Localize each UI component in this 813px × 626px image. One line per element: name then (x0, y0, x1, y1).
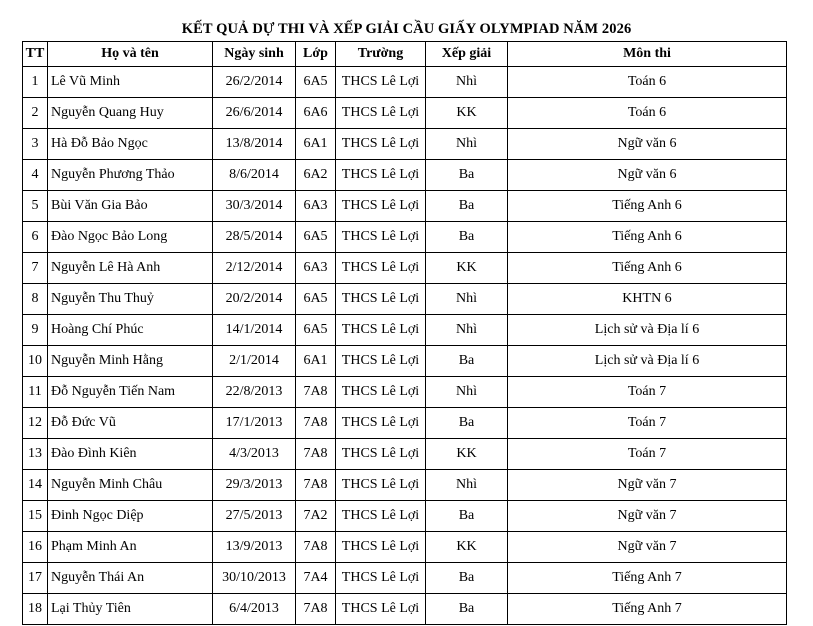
header-subject: Môn thi (508, 42, 787, 67)
cell-award: Nhì (426, 315, 508, 346)
cell-dob: 2/12/2014 (213, 253, 296, 284)
cell-class: 6A1 (296, 129, 336, 160)
cell-class: 7A8 (296, 377, 336, 408)
cell-name: Nguyễn Thái An (48, 563, 213, 594)
cell-award: Nhì (426, 129, 508, 160)
cell-dob: 30/10/2013 (213, 563, 296, 594)
cell-dob: 30/3/2014 (213, 191, 296, 222)
cell-dob: 26/6/2014 (213, 98, 296, 129)
table-row (23, 470, 787, 501)
cell-class: 7A8 (296, 408, 336, 439)
cell-tt: 14 (23, 470, 48, 501)
header-award: Xếp giải (426, 42, 508, 67)
cell-tt: 8 (23, 284, 48, 315)
cell-name: Đỗ Nguyễn Tiến Nam (48, 377, 213, 408)
cell-dob: 29/3/2013 (213, 470, 296, 501)
table-row (23, 377, 787, 408)
cell-class: 6A1 (296, 346, 336, 377)
table-row (23, 284, 787, 315)
cell-name: Lại Thủy Tiên (48, 594, 213, 625)
table-row (23, 67, 787, 98)
cell-tt: 1 (23, 67, 48, 98)
cell-class: 6A3 (296, 253, 336, 284)
cell-school: THCS Lê Lợi (336, 439, 426, 470)
cell-school: THCS Lê Lợi (336, 253, 426, 284)
cell-class: 6A5 (296, 315, 336, 346)
cell-subject: Toán 6 (508, 98, 787, 129)
cell-subject: Tiếng Anh 7 (508, 594, 787, 625)
cell-subject: Tiếng Anh 6 (508, 253, 787, 284)
cell-dob: 13/8/2014 (213, 129, 296, 160)
header-name: Họ và tên (48, 42, 213, 67)
cell-subject: Tiếng Anh 7 (508, 563, 787, 594)
cell-tt: 16 (23, 532, 48, 563)
table-row (23, 594, 787, 625)
cell-dob: 22/8/2013 (213, 377, 296, 408)
cell-tt: 10 (23, 346, 48, 377)
cell-name: Đào Ngọc Bảo Long (48, 222, 213, 253)
cell-class: 6A5 (296, 67, 336, 98)
cell-school: THCS Lê Lợi (336, 160, 426, 191)
cell-tt: 5 (23, 191, 48, 222)
cell-award: Nhì (426, 284, 508, 315)
cell-award: Nhì (426, 470, 508, 501)
cell-class: 6A6 (296, 98, 336, 129)
cell-dob: 28/5/2014 (213, 222, 296, 253)
cell-subject: Toán 6 (508, 67, 787, 98)
cell-award: Ba (426, 408, 508, 439)
cell-dob: 20/2/2014 (213, 284, 296, 315)
cell-school: THCS Lê Lợi (336, 563, 426, 594)
cell-award: Ba (426, 594, 508, 625)
cell-dob: 17/1/2013 (213, 408, 296, 439)
cell-name: Đào Đình Kiên (48, 439, 213, 470)
cell-class: 7A8 (296, 532, 336, 563)
table-row (23, 501, 787, 532)
cell-award: Nhì (426, 67, 508, 98)
cell-award: KK (426, 532, 508, 563)
cell-tt: 13 (23, 439, 48, 470)
cell-school: THCS Lê Lợi (336, 67, 426, 98)
cell-subject: Ngữ văn 7 (508, 532, 787, 563)
cell-award: KK (426, 439, 508, 470)
cell-dob: 8/6/2014 (213, 160, 296, 191)
cell-tt: 3 (23, 129, 48, 160)
table-row (23, 439, 787, 470)
cell-class: 7A8 (296, 470, 336, 501)
header-school: Trường (336, 42, 426, 67)
cell-tt: 17 (23, 563, 48, 594)
cell-award: Ba (426, 160, 508, 191)
cell-name: Lê Vũ Minh (48, 67, 213, 98)
cell-class: 6A2 (296, 160, 336, 191)
cell-award: Ba (426, 222, 508, 253)
cell-class: 6A3 (296, 191, 336, 222)
cell-class: 7A8 (296, 594, 336, 625)
cell-subject: Ngữ văn 6 (508, 160, 787, 191)
cell-school: THCS Lê Lợi (336, 532, 426, 563)
cell-subject: Lịch sử và Địa lí 6 (508, 315, 787, 346)
cell-subject: Ngữ văn 6 (508, 129, 787, 160)
table-row (23, 315, 787, 346)
cell-name: Đinh Ngọc Diệp (48, 501, 213, 532)
cell-name: Hoàng Chí Phúc (48, 315, 213, 346)
cell-name: Nguyễn Minh Châu (48, 470, 213, 501)
header-row (23, 42, 787, 67)
table-row (23, 253, 787, 284)
cell-school: THCS Lê Lợi (336, 408, 426, 439)
document-title: KẾT QUẢ DỰ THI VÀ XẾP GIẢI CẦU GIẤY OLYMPIAD NĂM 2026 (181, 21, 632, 37)
cell-dob: 27/5/2013 (213, 501, 296, 532)
cell-award: KK (426, 98, 508, 129)
table-row (23, 129, 787, 160)
cell-award: Ba (426, 346, 508, 377)
cell-name: Nguyễn Thu Thuỷ (48, 284, 213, 315)
table-row (23, 563, 787, 594)
cell-class: 6A5 (296, 284, 336, 315)
cell-school: THCS Lê Lợi (336, 315, 426, 346)
header-class: Lớp (296, 42, 336, 67)
cell-subject: Toán 7 (508, 408, 787, 439)
cell-tt: 6 (23, 222, 48, 253)
cell-dob: 2/1/2014 (213, 346, 296, 377)
cell-name: Hà Đỗ Bảo Ngọc (48, 129, 213, 160)
cell-name: Phạm Minh An (48, 532, 213, 563)
cell-name: Nguyễn Phương Thảo (48, 160, 213, 191)
cell-subject: Toán 7 (508, 439, 787, 470)
cell-school: THCS Lê Lợi (336, 191, 426, 222)
table-row (23, 191, 787, 222)
cell-subject: Lịch sử và Địa lí 6 (508, 346, 787, 377)
cell-tt: 9 (23, 315, 48, 346)
cell-subject: Tiếng Anh 6 (508, 222, 787, 253)
cell-class: 6A5 (296, 222, 336, 253)
table-row (23, 160, 787, 191)
cell-award: Nhì (426, 377, 508, 408)
cell-subject: Ngữ văn 7 (508, 501, 787, 532)
table-row (23, 532, 787, 563)
cell-tt: 7 (23, 253, 48, 284)
cell-school: THCS Lê Lợi (336, 594, 426, 625)
cell-class: 7A8 (296, 439, 336, 470)
cell-dob: 4/3/2013 (213, 439, 296, 470)
cell-dob: 14/1/2014 (213, 315, 296, 346)
cell-tt: 18 (23, 594, 48, 625)
cell-subject: Tiếng Anh 6 (508, 191, 787, 222)
cell-dob: 13/9/2013 (213, 532, 296, 563)
cell-school: THCS Lê Lợi (336, 98, 426, 129)
cell-school: THCS Lê Lợi (336, 501, 426, 532)
cell-tt: 15 (23, 501, 48, 532)
cell-class: 7A4 (296, 563, 336, 594)
cell-award: Ba (426, 501, 508, 532)
table-row (23, 408, 787, 439)
cell-tt: 4 (23, 160, 48, 191)
cell-award: KK (426, 253, 508, 284)
cell-school: THCS Lê Lợi (336, 346, 426, 377)
table-row (23, 98, 787, 129)
table-row (23, 346, 787, 377)
cell-class: 7A2 (296, 501, 336, 532)
cell-name: Nguyễn Quang Huy (48, 98, 213, 129)
cell-tt: 2 (23, 98, 48, 129)
cell-award: Ba (426, 191, 508, 222)
cell-school: THCS Lê Lợi (336, 377, 426, 408)
cell-school: THCS Lê Lợi (336, 222, 426, 253)
cell-tt: 11 (23, 377, 48, 408)
cell-tt: 12 (23, 408, 48, 439)
cell-school: THCS Lê Lợi (336, 129, 426, 160)
cell-subject: KHTN 6 (508, 284, 787, 315)
cell-subject: Toán 7 (508, 377, 787, 408)
results-table (22, 41, 787, 625)
cell-dob: 6/4/2013 (213, 594, 296, 625)
cell-subject: Ngữ văn 7 (508, 470, 787, 501)
cell-name: Bùi Văn Gia Bảo (48, 191, 213, 222)
cell-school: THCS Lê Lợi (336, 284, 426, 315)
header-tt: TT (23, 42, 48, 67)
cell-dob: 26/2/2014 (213, 67, 296, 98)
cell-school: THCS Lê Lợi (336, 470, 426, 501)
cell-name: Đỗ Đức Vũ (48, 408, 213, 439)
cell-name: Nguyễn Lê Hà Anh (48, 253, 213, 284)
cell-name: Nguyễn Minh Hằng (48, 346, 213, 377)
cell-award: Ba (426, 563, 508, 594)
header-dob: Ngày sinh (213, 42, 296, 67)
table-row (23, 222, 787, 253)
